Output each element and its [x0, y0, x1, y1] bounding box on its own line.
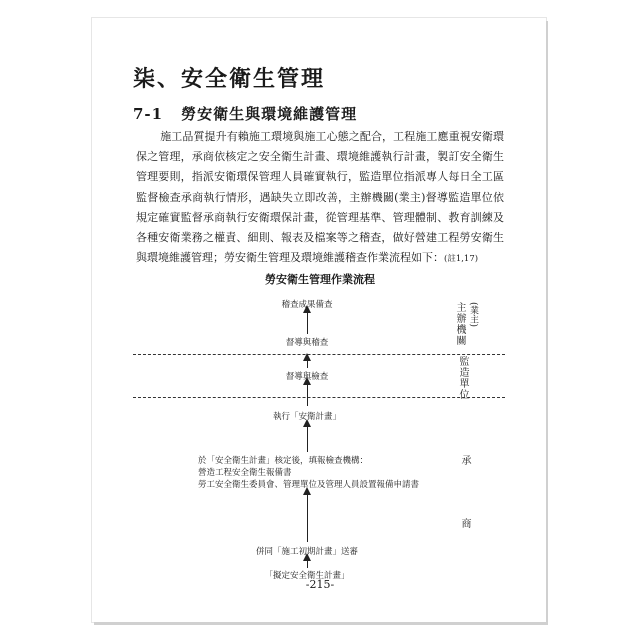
node-draft-safety-plan: 「擬定安全衛生計畫」	[264, 571, 350, 581]
arrow-6	[307, 560, 308, 568]
lane-contractor-label-2: 商	[459, 518, 470, 529]
arrow-2	[307, 360, 308, 368]
lane-contractor-label-1: 承	[459, 455, 470, 466]
footnote-ref: (註1,17)	[444, 254, 479, 265]
node-audit-record: 稽查成果備查	[281, 300, 333, 310]
node-report-filing	[198, 455, 419, 491]
flowchart-title: 勞安衛生管理作業流程	[265, 273, 375, 286]
arrow-5	[307, 494, 308, 542]
report-line-2: 營造工程安全衛生報備書	[198, 468, 292, 478]
arrow-1	[307, 312, 308, 334]
node-supervise-audit: 督導與稽查	[285, 338, 329, 348]
report-line-3: 勞工安全衛生委員會、管理單位及管理人員設置報備申請書	[198, 480, 420, 490]
node-submit-with-initial-plan: 併同「施工初期計畫」送審	[255, 547, 359, 557]
section-title-text: 勞安衛生與環境維護管理	[181, 105, 358, 123]
lane-divider-2	[133, 397, 505, 398]
body-text: 施工品質提升有賴施工環境與施工心態之配合，工程施工應重視安衛環保之管理，承商依核定之安全衛生計畫、環境維護執行計畫，製訂安全衛生管理要則，指派安衛環保管理人員確實執行，監造單位指派專人每日全工區監督檢查承商執行情形，遇缺失立即改善，主辦機關(業主)督導監造單位依規定確實監督承商執行安衛環保計畫，從管理基準、管理體制、教育訓練及各種安衛業務之權責、細則、報表及檔案等之稽查，做好營建工程勞安衛生與環境維護管理；勞安衛生管理及環境維護稽查作業流程如下：	[136, 130, 504, 265]
node-supervise-inspect: 督導與檢查	[285, 372, 329, 382]
report-line-1: 於「安全衛生計畫」核定後，填報檢查機構：	[198, 456, 369, 466]
lane-divider-1	[133, 354, 505, 355]
section-number: 7-1	[133, 105, 164, 123]
chapter-title: 柒、安全衛生管理	[133, 66, 326, 92]
arrow-4	[307, 426, 308, 452]
arrow-3	[307, 384, 308, 406]
page-number: -215-	[305, 578, 335, 591]
lane-owner-label: 主辦機關	[454, 302, 465, 346]
body-paragraph	[136, 127, 504, 269]
section-title	[133, 103, 357, 124]
node-execute-plan: 執行「安衛計畫」	[272, 412, 342, 422]
lane-supervisor-label: 監造單位	[457, 356, 468, 400]
lane-owner-sub-label: (業主)	[468, 302, 478, 328]
